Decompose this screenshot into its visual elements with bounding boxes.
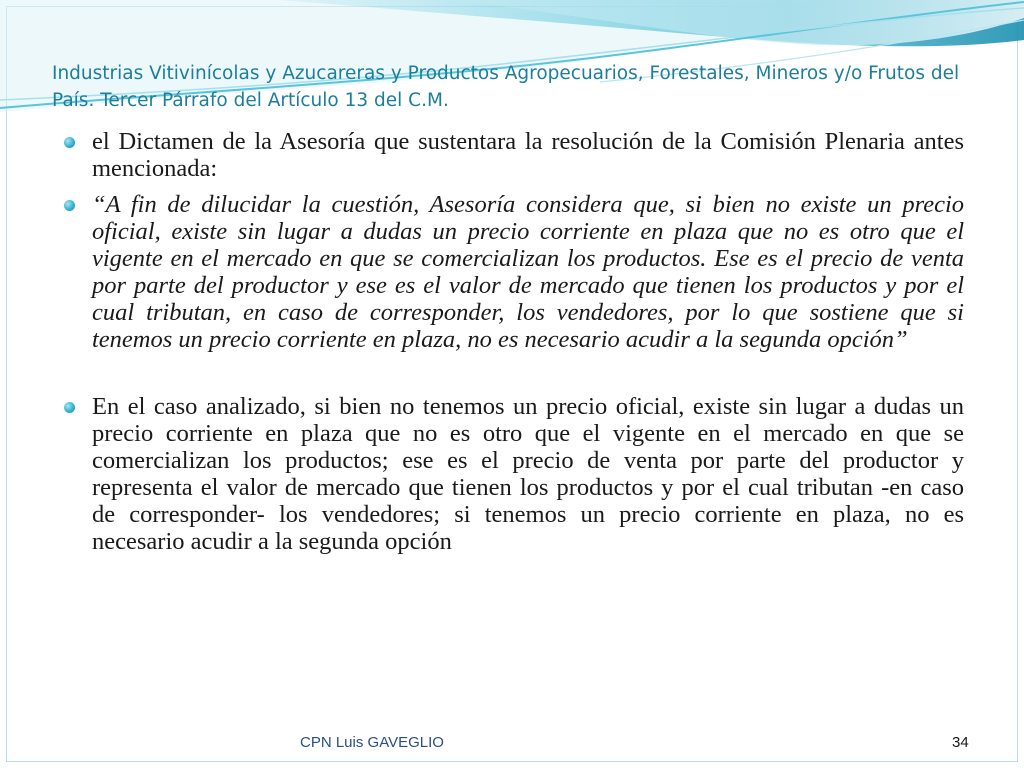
bullet-text: “A fin de dilucidar la cuestión, Asesoría considera que, si bien no existe un precio oficial, existe sin lugar a dudas un precio corriente en plaza que no es otro que el vigente en el mercado en que se comercializan los productos. Ese es el precio de venta por parte del productor y ese es el valor de mercado que tienen los productos y por el cual tributan, en caso de corresponder, los vendedores, por lo que sostiene que si tenemos un precio corriente en plaza, no es necesario acudir a la segunda opción” — [92, 191, 964, 353]
bullet-item-quote — [64, 191, 964, 353]
bullet-item — [64, 393, 964, 555]
bullet-item — [64, 128, 964, 182]
bullet-list — [64, 128, 964, 555]
bullet-dot-icon — [64, 402, 75, 413]
bullet-dot-icon — [64, 137, 75, 148]
bullet-dot-icon — [64, 200, 75, 211]
slide-number: 34 — [952, 734, 969, 751]
bullet-text: En el caso analizado, si bien no tenemos un precio oficial, existe sin lugar a dudas un precio corriente en plaza que no es otro que el vigente en el mercado en que se comercializan los productos; ese es el precio de venta por parte del productor y representa el valor de mercado que tienen los productos y por el cual tributan -en caso de corresponder- los vendedores; si tenemos un precio corriente en plaza, no es necesario acudir a la segunda opción — [92, 393, 964, 555]
slide-title: Industrias Vitivinícolas y Azucareras y Productos Agropecuarios, Forestales, Mineros y/o Frutos del País. Tercer Párrafo del Artículo 13 del C.M. — [52, 63, 960, 111]
bullet-text: el Dictamen de la Asesoría que sustentara la resolución de la Comisión Plenaria antes mencionada: — [92, 128, 964, 182]
footer-author: CPN Luis GAVEGLIO — [300, 734, 444, 751]
